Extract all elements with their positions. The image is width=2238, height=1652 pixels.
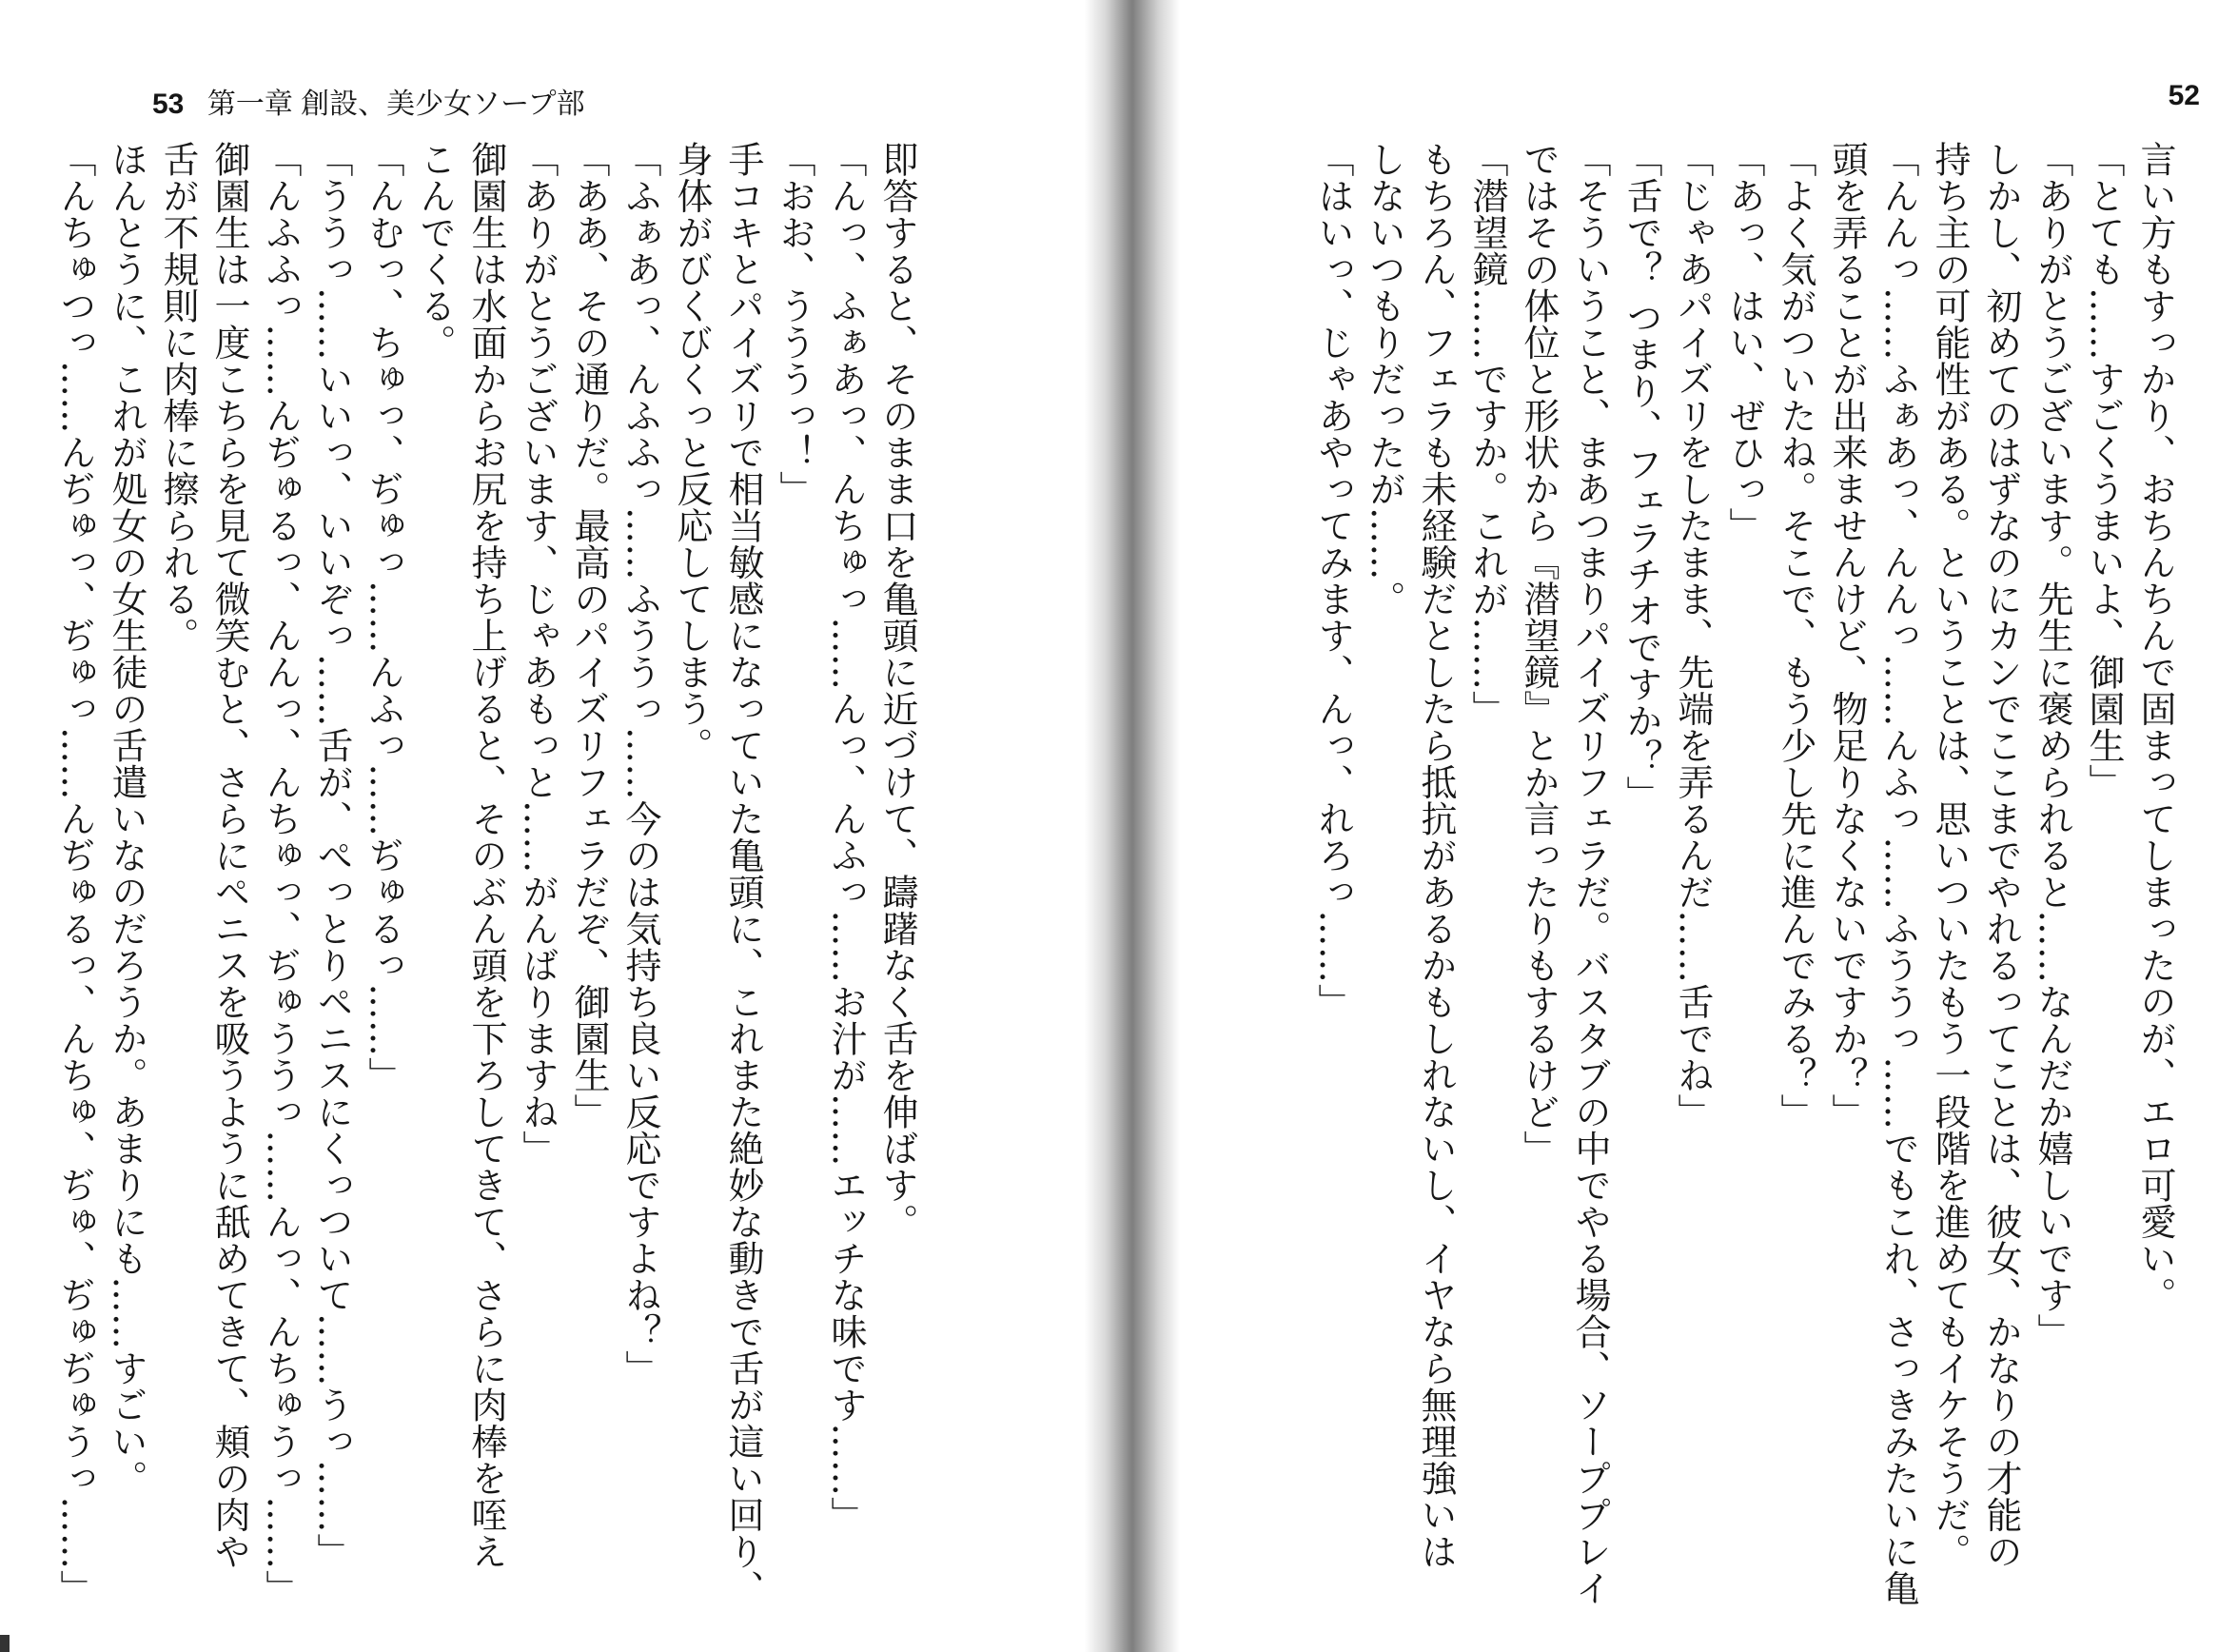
- text-line: 「んふふっ……んぢゅるっ、んんっ、んちゅっ、ぢゅううっ……んっ、んちゅうっ……」: [260, 141, 302, 1606]
- text-line: 「とても……すごくうまいよ、御園生」: [2083, 141, 2125, 800]
- text-line: 持ち主の可能性がある。ということは、思いついたもう一段階を進めてもイケそうだ。: [1929, 141, 1971, 1570]
- text-line: 舌が不規則に肉棒に擦られる。: [157, 141, 199, 654]
- text-line: 御園生は水面からお尻を持ち上げると、そのぶん頭を下ろしてきて、さらに肉棒を咥え: [465, 141, 507, 1570]
- left-page-header: [152, 80, 585, 122]
- text-line: 「はいっ、じゃあやってみます、んっ、れろっ……」: [1312, 141, 1354, 1020]
- text-line: 「ありがとうございます。先生に褒められると……なんだか嬉しいです」: [2032, 141, 2073, 1350]
- right-page-body: [1307, 141, 2181, 1606]
- text-line: 「舌で？ つまり、フェラチオですか？」: [1620, 141, 1662, 813]
- text-line: 「んむっ、ちゅっ、ぢゅっ……んふっ……ぢゅるっ……」: [363, 141, 404, 1093]
- text-line: 身体がびくびくっと反応してしまう。: [671, 141, 713, 764]
- text-line: 御園生は一度こちらを見て微笑むと、さらにペニスを吸うように舐めてきて、頬の肉や: [208, 141, 250, 1570]
- text-line: しかし、初めてのはずなのにカンでここまでやれるってことは、彼女、かなりの才能の: [1980, 141, 2022, 1570]
- text-line: 言い方もすっかり、おちんちんで固まってしまったのが、エロ可愛い。: [2134, 141, 2176, 1313]
- text-line: もちろん、フェラも未経験だとしたら抵抗があるかもしれないし、イヤなら無理強いは: [1415, 141, 1457, 1570]
- chapter-title: 第一章 創設、美少女ソープ部: [206, 88, 585, 120]
- text-line: 「んっ、ふぁあっ、んちゅっ……んっ、んふっ……お汁が……エッチな味です……」: [825, 141, 867, 1533]
- text-line: しないつもりだったが……。: [1364, 141, 1405, 618]
- text-line: 「ふぁあっ、んふふっ……ふううっ……今のは気持ち良い反応ですよね？」: [619, 141, 661, 1386]
- left-page: [0, 0, 1085, 1652]
- book-gutter: [1085, 0, 1180, 1652]
- text-line: 「ううっ……いいっ、いいぞっ……舌が、ぺっとりペニスにくっついて……うっ……」: [311, 141, 353, 1570]
- right-page-number: 52: [2168, 80, 2200, 111]
- text-line: 「んんっ……ふぁあっ、んんっ……んふっ……ふううっ……でもこれ、さっきみたいに亀: [1877, 141, 1919, 1606]
- scan-smudge: [0, 1635, 10, 1652]
- text-line: こんでくる。: [414, 141, 456, 361]
- text-line: 「そういうこと、まあつまりパイズリフェラだ。バスタブの中でやる場合、ソーププレイ: [1569, 141, 1611, 1606]
- text-line: 「んちゅつっ……んぢゅっ、ぢゅっ……んぢゅるっ、んちゅ、ぢゅ、ぢゅぢゅうっ……」: [54, 141, 96, 1606]
- text-line: ほんとうに、これが処女の女生徒の舌遣いなのだろうか。あまりにも……すごい。: [106, 141, 147, 1497]
- left-page-number: 53: [152, 88, 185, 120]
- text-line: 即答すると、そのまま口を亀頭に近づけて、躊躇なく舌を伸ばす。: [876, 141, 918, 1240]
- right-page: [1180, 0, 2238, 1652]
- left-page-body: [49, 141, 923, 1606]
- text-line: 「ああ、その通りだ。最高のパイズリフェラだぞ、御園生」: [568, 141, 610, 1131]
- text-line: 「潜望鏡……ですか。これが……」: [1466, 141, 1508, 727]
- text-line: 「よく気がついたね。そこで、もう少し先に進んでみる？」: [1775, 141, 1816, 1131]
- right-page-header: [2169, 80, 2200, 112]
- text-line: 「あっ、はい、ぜひっ」: [1723, 141, 1765, 544]
- text-line: ではその体位と形状から『潜望鏡』とか言ったりもするけど」: [1518, 141, 1560, 1167]
- text-line: 「おお、うううっ！」: [774, 141, 815, 507]
- text-line: 手コキとパイズリで相当敏感になっていた亀頭に、これまた絶妙な動きで舌が這い回り、: [722, 141, 764, 1606]
- text-line: 「ありがとうございます、じゃあもっと……がんばりますね」: [517, 141, 559, 1167]
- text-line: 「じゃあパイズリをしたまま、先端を弄るんだ……舌でね」: [1672, 141, 1714, 1131]
- text-line: 頭を弄ることが出来ませんけど、物足りなくないですか？」: [1826, 141, 1868, 1131]
